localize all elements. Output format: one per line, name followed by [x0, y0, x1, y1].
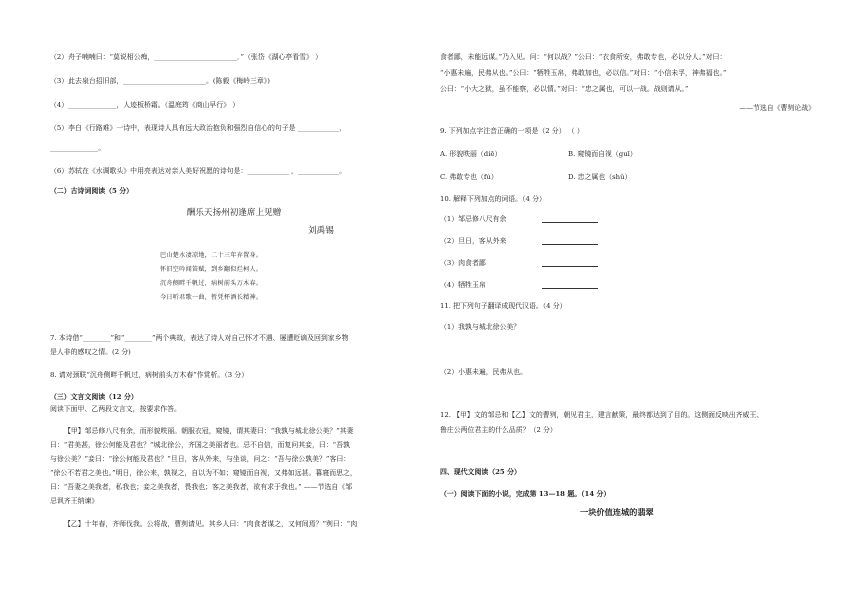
story-title: 一块价值连城的翡翠: [580, 507, 654, 517]
question-12-line-2: 鲁庄公两位君主的什么品质？（2 分）: [440, 426, 557, 434]
passage-jia-line-6: 忌讽齐王纳谏》: [50, 497, 99, 505]
question-9-option-c: C. 弗敢专也（fú）: [440, 173, 498, 181]
question-10: 10. 解释下列加点的词语。（4 分）: [440, 195, 546, 203]
poem-author: 刘禹锡: [308, 226, 334, 236]
poem-line-3: 沉舟侧畔千帆过，病树前头万木春。: [160, 280, 263, 287]
question-4: （4）______________，人迹板桥霜。（温庭筠《商山早行》 ）: [50, 101, 240, 109]
passage-jia-line-2: 曰：“君美甚，徐公何能及君也？”城北徐公，齐国之美丽者也。忌不自信，而复问其妾，曰：“吾孰: [50, 441, 350, 449]
question-2: （2）舟子喃喃曰：“莫说相公痴，________________________．”（张岱《湖心亭看雪》 ）: [50, 53, 323, 61]
passage-yi-line-2: 食者鄙，未能远谋。”乃入见。问：“何以战？”公曰：“衣食所安，弗敢专也，必以分人。”对曰：: [440, 53, 727, 61]
section-4-heading: 四、现代文阅读（25 分）: [440, 468, 521, 476]
question-6: （6）苏轼在《水调歌头》中用亮表达对亲人美好祝愿的诗句是：____________ ，____________。: [50, 167, 346, 175]
answer-blank-10-4[interactable]: [542, 288, 598, 289]
passage-yi-line-3: “小惠未遍，民弗从也。”公曰：“牺牲玉帛，弗敢加也，必以信。”对曰：“小信未孚，神弗福也。”: [440, 69, 727, 77]
passage-yi-line-4: 公曰：“小大之狱，虽不能察，必以情。”对曰：“忠之属也，可以一战。战则请从。”: [440, 85, 689, 93]
question-10-item-1: （1）邹忌修八尺有余: [440, 215, 507, 223]
answer-blank-10-3[interactable]: [542, 266, 598, 267]
question-11-item-1: （1）我孰与城北徐公美？: [440, 323, 521, 331]
question-9-option-a: A. 形貌昳丽（diē）: [440, 150, 502, 158]
question-5-line-1: （5）李白《行路难》一诗中，表现诗人具有远大政治抱负和强烈自信心的句子是 ____________，: [50, 124, 346, 132]
question-9: 9. 下列加点字注音正确的一项是（2 分） （ ）: [440, 127, 584, 135]
question-10-item-4: （4）牺牲玉帛: [440, 281, 486, 289]
question-9-option-b: B. 窥镜而自视（guī）: [568, 150, 637, 158]
question-8: 8. 请对颈联“沉舟侧畔千帆过，病树前头万木春”作赏析。（3 分）: [50, 371, 249, 379]
question-10-item-3: （3）肉食者鄙: [440, 259, 486, 267]
section-3-intro: 阅读下面甲、乙两段文言文，按要求作答。: [50, 405, 181, 413]
answer-blank-10-2[interactable]: [542, 244, 598, 245]
poem-line-4: 今日听君歌一曲，暂凭杯酒长精神。: [160, 294, 263, 301]
passage-yi-source: ——节选自《曹刿论战》: [739, 104, 815, 112]
passage-yi-line-1: 【乙】十年春，齐师伐我。公将战，曹刿请见。其乡人曰：“肉食者谋之，又何间焉？”刿曰：“肉: [64, 520, 358, 528]
answer-blank-10-1[interactable]: [542, 222, 598, 223]
question-5-line-2: ______________。: [50, 144, 106, 152]
passage-jia-line-3: 与徐公美？”妾曰：“徐公何能及君也？”旦日，客从外来，与坐谈，问之：“吾与徐公孰美？”客曰：: [50, 455, 351, 463]
poem-title: 酬乐天扬州初逢席上见赠: [186, 208, 282, 218]
question-9-option-d: D. 忠之属也（shǔ）: [568, 173, 632, 181]
question-7-line-1: 7. 本诗借“________”和“________”两个典故，表达了诗人对自己怀才不遇、屡遭贬谪及回到家乡物: [50, 334, 349, 342]
section-4-sub-heading: （一）阅读下面的小说，完成第 13—18 题。（14 分）: [440, 490, 611, 498]
question-3: （3）此去泉台招旧部，________________________。(陈毅《梅岭三章》): [50, 77, 270, 85]
passage-jia-line-1: 【甲】邹忌修八尺有余，而形貌昳丽。朝服衣冠，窥镜，谓其妻曰：“我孰与城北徐公美？”其妻: [64, 427, 354, 435]
question-10-item-2: （2）旦日，客从外来: [440, 237, 507, 245]
poem-line-2: 怀旧空吟闻笛赋，到乡翻似烂柯人。: [160, 266, 263, 273]
passage-jia-line-5: 曰：“吾妻之美我者，私我也；妾之美我者，畏我也；客之美我者，欲有求于我也。” ——节选自《邹: [50, 483, 353, 491]
question-11: 11. 把下列句子翻译成现代汉语。（4 分）: [440, 302, 567, 310]
question-11-item-2: （2）小惠未遍，民弗从也。: [440, 368, 528, 376]
question-12-line-1: 12. 【甲】文的邹忌和【乙】文的曹刿，朝见君主，建言献策，最终都达到了目的。这侧面反映出齐威王、: [440, 411, 764, 419]
question-7-line-2: 是人非的感叹之情。(2 分): [50, 348, 131, 356]
passage-jia-line-4: “徐公不若君之美也。”明日，徐公来，孰视之，自以为不如；窥镜而自视，又弗如远甚。暮寝而思之，: [50, 469, 357, 477]
poem-line-1: 巴山楚水凄凉地，二十三年弃置身。: [160, 252, 263, 259]
section-2-heading: （二）古诗词阅读（5 分）: [50, 187, 133, 195]
section-3-heading: （三）文言文阅读（12 分）: [50, 393, 138, 401]
